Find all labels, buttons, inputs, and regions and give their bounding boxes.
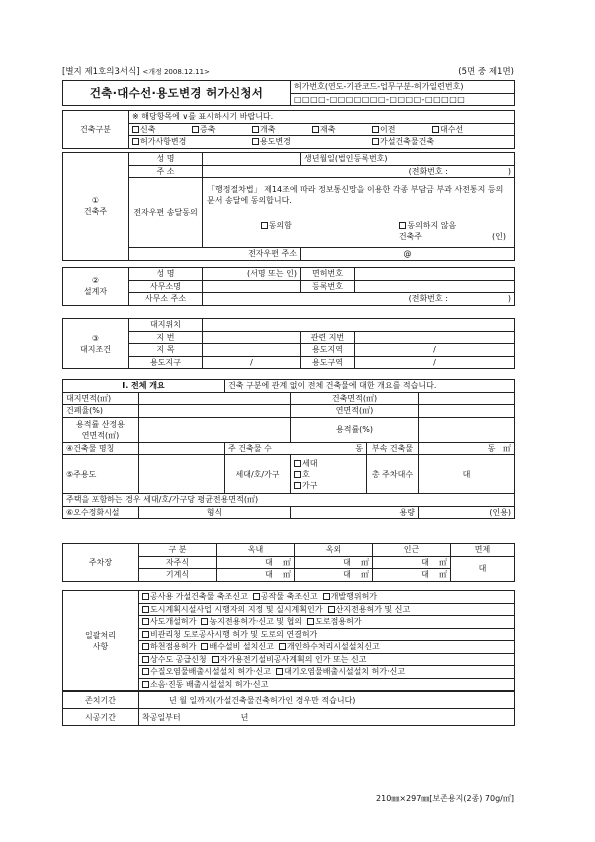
checkbox-icon[interactable] <box>142 681 149 688</box>
bulk-item[interactable]: 수질오염물배출시설설치 허가·신고 <box>142 667 271 676</box>
checkbox-icon[interactable] <box>201 643 208 650</box>
parking-self-nearby[interactable]: 대 ㎡ <box>373 556 451 569</box>
parking-self-label: 자주식 <box>139 556 217 569</box>
related-lot-label: 관련 지번 <box>301 331 355 344</box>
bulk-item[interactable]: 개발행위허가 <box>323 592 377 601</box>
construction-field[interactable]: 착공일부터 년 <box>139 709 515 726</box>
bulk-row-4 <box>139 628 515 641</box>
checkbox-icon[interactable] <box>399 222 406 229</box>
parking-self-outdoor[interactable]: 대 ㎡ <box>295 556 373 569</box>
checkbox-icon[interactable] <box>294 471 301 478</box>
checkbox-icon[interactable] <box>432 126 439 133</box>
parking-col-exempt: 면제 <box>451 544 515 557</box>
bulk-item[interactable]: 상수도 공급신청 <box>142 655 207 664</box>
site-section <box>63 319 129 369</box>
owner-phone[interactable]: (전화번호 : ) <box>203 165 515 178</box>
building-name-field[interactable] <box>139 442 225 455</box>
consent-text: 「행정절차법」 제14조에 따라 정보통신망을 이용한 각종 부담금 부과 사전통지 등의 문서 송달에 동의합니다. <box>207 184 504 205</box>
form-reference: [별지 제1호의3서식] <개정 2008.12.11> <box>62 67 210 77</box>
checkbox-icon[interactable] <box>294 460 301 467</box>
section-number: ③ <box>91 333 100 343</box>
checkbox-icon[interactable] <box>279 643 286 650</box>
far-floor-field[interactable] <box>139 417 291 442</box>
option-relocate[interactable]: 이전 <box>372 124 432 135</box>
bulk-item[interactable]: 비관리청 도로공사시행 허가 및 도로의 연결허가 <box>142 630 317 639</box>
office-address-label: 사무소 주소 <box>129 293 203 306</box>
site-label: 대지조건 <box>80 344 111 354</box>
parking-col-nearby: 인근 <box>373 544 451 557</box>
parking-mech-label: 기계식 <box>139 569 217 582</box>
far-label: 용적률(%) <box>291 417 419 442</box>
building-area-label: 건축면적(㎡) <box>291 392 419 405</box>
bulk-item[interactable]: 산지전용허가 및 신고 <box>328 605 411 614</box>
consent-disagree[interactable]: 동의하지 않음 <box>399 220 456 231</box>
checkbox-icon[interactable] <box>252 138 259 145</box>
site-area-field[interactable] <box>139 392 291 405</box>
checkbox-icon[interactable] <box>142 656 149 663</box>
area-field[interactable]: / <box>355 356 515 369</box>
form-title: 건축·대수선·용도변경 허가신청서 <box>63 81 291 106</box>
bulk-row-2 <box>139 603 515 616</box>
checkbox-icon[interactable] <box>312 126 319 133</box>
owner-address-label: 주 소 <box>129 165 203 178</box>
bulk-row-8 <box>139 678 515 691</box>
sewage-capacity-unit[interactable]: (인용) <box>419 506 515 519</box>
households-label: 세대/호/가구 <box>225 455 291 494</box>
option-major-repair[interactable]: 대수선 <box>432 124 492 135</box>
checkbox-icon[interactable] <box>142 618 149 625</box>
form-table-top <box>62 80 515 106</box>
license-label: 면허번호 <box>301 268 355 281</box>
bulk-item[interactable]: 대기오염물배출시설설치 허가·신고 <box>276 667 405 676</box>
designer-name-label: 성 명 <box>129 268 203 281</box>
paper-spec: 210㎜×297㎜[보존용지(2종) 70g/㎡] <box>376 794 514 803</box>
duration-field[interactable]: 년 월 일까지(가설건축물건축허가인 경우만 적습니다) <box>139 692 515 709</box>
building-name-label: ④건축물 명칭 <box>63 442 139 455</box>
bulk-row-3 <box>139 616 515 629</box>
registration-label: 등록번호 <box>301 280 355 293</box>
option-rebuild[interactable]: 개축 <box>252 124 312 135</box>
site-table <box>62 318 515 369</box>
owner-signer: 건축주 <box>398 231 423 241</box>
email-consent-label: 전자우편 송달동의 <box>129 178 203 248</box>
bulk-item[interactable]: 도시계획시설사업 시행자의 지정 및 실시계획인가 <box>142 605 322 614</box>
annex-label: 부속 건축물 <box>367 442 419 455</box>
checkbox-icon[interactable] <box>132 138 139 145</box>
checkbox-icon[interactable] <box>142 593 149 600</box>
main-use-label: ⑤주용도 <box>63 455 139 494</box>
sewage-label: ⑥오수정화시설 <box>63 506 139 519</box>
district-field[interactable]: / <box>203 356 301 369</box>
bulk-label: 일괄처리 사항 <box>63 591 139 691</box>
total-floor-field[interactable] <box>419 405 515 418</box>
period-table <box>62 691 515 726</box>
far-field[interactable] <box>419 417 515 442</box>
zone-field[interactable]: / <box>355 344 515 357</box>
site-location-field[interactable] <box>203 319 515 332</box>
bulk-row-6 <box>139 653 515 666</box>
office-name-field[interactable] <box>203 280 301 293</box>
designer-phone[interactable]: (전화번호 : ) <box>203 293 515 306</box>
main-building-count[interactable]: 주 건축물 수 동 <box>225 442 367 455</box>
overview-table <box>62 379 515 519</box>
bulk-item[interactable]: 자가용전기설비공사계획의 인가 또는 신고 <box>212 655 367 664</box>
building-type-table <box>62 110 515 149</box>
building-type-options-2 <box>129 136 515 149</box>
parking-col-indoor: 옥내 <box>217 544 295 557</box>
parking-mech-indoor[interactable]: 대 ㎡ <box>217 569 295 582</box>
checkbox-icon[interactable] <box>142 668 149 675</box>
permit-number-label: 허가번호(연도-기관코드-업무구분-허가일련번호) <box>291 81 515 94</box>
parking-table <box>62 543 515 582</box>
duration-label: 존치기간 <box>63 692 139 709</box>
checkbox-icon[interactable] <box>323 593 330 600</box>
bulk-item[interactable]: 하천점용허가 <box>142 642 196 651</box>
land-category-field[interactable] <box>203 344 301 357</box>
bulk-row-7 <box>139 666 515 679</box>
checkbox-icon[interactable] <box>132 126 139 133</box>
checkbox-icon[interactable] <box>261 222 268 229</box>
page-info: (5면 중 제1면) <box>458 67 514 77</box>
permit-number-boxes[interactable]: □□□□-□□□□□□□-□□□□-□□□□□ <box>291 93 515 106</box>
overview-title: Ⅰ. 전체 개요 <box>63 380 225 393</box>
lot-label: 지 번 <box>129 331 203 344</box>
bulk-table <box>62 590 515 691</box>
section-number: ② <box>91 276 100 286</box>
checkbox-icon[interactable] <box>372 126 379 133</box>
checkbox-icon[interactable] <box>328 606 335 613</box>
owner-name-label: 성 명 <box>129 153 203 166</box>
sewage-type-label: 형식 <box>139 506 291 519</box>
parking-mech-outdoor[interactable]: 대 ㎡ <box>295 569 373 582</box>
checkbox-icon[interactable] <box>276 668 283 675</box>
option-use-change[interactable]: 용도변경 <box>252 136 372 147</box>
parking-total-field[interactable]: 대 <box>419 455 515 494</box>
avg-area-label: 주택을 포함하는 경우 세대/호/가구당 평균전용면적(㎡) <box>63 494 515 507</box>
far-floor-label: 용적률 산정용 연면적(㎡) <box>63 417 139 442</box>
coverage-label: 건폐율(%) <box>63 405 139 418</box>
checkbox-icon[interactable] <box>201 618 208 625</box>
owner-name-field[interactable] <box>203 153 301 166</box>
option-temporary[interactable]: 가설건축물건축 <box>372 136 492 147</box>
option-reconstruct[interactable]: 재축 <box>312 124 372 135</box>
email-consent-box <box>203 178 515 248</box>
checkbox-icon[interactable] <box>142 643 149 650</box>
district-label: 용도지구 <box>129 356 203 369</box>
parking-label: 주차장 <box>63 544 139 582</box>
designer-section <box>63 268 129 306</box>
checkbox-icon[interactable] <box>294 482 301 489</box>
consent-agree[interactable]: 동의함 <box>261 220 292 231</box>
coverage-field[interactable] <box>139 405 291 418</box>
building-area-field[interactable] <box>419 392 515 405</box>
bulk-item[interactable]: 농지전용허가·신고 및 협의 <box>201 617 302 626</box>
registration-field[interactable] <box>355 280 515 293</box>
check-note: ※ 해당항목에 ∨를 표시하시기 바랍니다. <box>129 111 515 124</box>
seal: (인) <box>492 231 506 241</box>
related-lot-field[interactable] <box>355 331 515 344</box>
owner-birth-label: 생년월일(법인등록번호) <box>301 153 515 166</box>
option-extension[interactable]: 증축 <box>192 124 252 135</box>
construction-label: 시공기간 <box>63 709 139 726</box>
site-area-label: 대지면적(㎡) <box>63 392 139 405</box>
hh-option-families[interactable]: 가구 <box>294 480 363 491</box>
bulk-item[interactable]: 배수설비 설치신고 <box>201 642 273 651</box>
area-label: 용도구역 <box>301 356 355 369</box>
parking-total-label: 총 주차대수 <box>367 455 419 494</box>
designer-label: 설계자 <box>83 287 108 297</box>
owner-label: 건축주 <box>83 207 108 217</box>
owner-section <box>63 153 129 261</box>
building-type-options-1 <box>129 123 515 136</box>
total-floor-label: 연면적(㎡) <box>291 405 419 418</box>
email-address-label: 전자우편 주소 <box>129 248 301 261</box>
bulk-row-1 <box>139 591 515 604</box>
sewage-capacity-label: 용량 <box>291 506 419 519</box>
hh-option-households[interactable]: 세대 <box>294 458 363 469</box>
checkbox-icon[interactable] <box>307 618 314 625</box>
overview-desc: 건축 구분에 관계 없이 전체 건축물에 대한 개요를 적습니다. <box>225 380 515 393</box>
bulk-item[interactable]: 공작물 축조신고 <box>253 592 318 601</box>
checkbox-icon[interactable] <box>372 138 379 145</box>
parking-mech-nearby[interactable]: 대 ㎡ <box>373 569 451 582</box>
bulk-row-5 <box>139 641 515 654</box>
license-field[interactable] <box>355 268 515 281</box>
checkbox-icon[interactable] <box>212 656 219 663</box>
checkbox-icon[interactable] <box>252 126 259 133</box>
bulk-item[interactable]: 개인하수처리시설설치신고 <box>279 642 380 651</box>
parking-col-outdoor: 옥외 <box>295 544 373 557</box>
option-permit-change[interactable]: 허가사항변경 <box>132 136 252 147</box>
households-options <box>291 455 367 494</box>
zone-label: 용도지역 <box>301 344 355 357</box>
checkbox-icon[interactable] <box>142 606 149 613</box>
email-address-field[interactable]: @ <box>301 248 515 261</box>
hh-option-units[interactable]: 호 <box>294 469 363 480</box>
building-type-label: 건축구분 <box>63 111 129 149</box>
main-use-field[interactable] <box>139 455 225 494</box>
checkbox-icon[interactable] <box>142 631 149 638</box>
office-name-label: 사무소명 <box>129 280 203 293</box>
checkbox-icon[interactable] <box>192 126 199 133</box>
land-category-label: 지 목 <box>129 344 203 357</box>
bulk-item[interactable]: 사도개설허가 <box>142 617 196 626</box>
bulk-item[interactable]: 도로점용허가 <box>307 617 361 626</box>
site-location-label: 대지위치 <box>129 319 203 332</box>
bulk-item[interactable]: 소음·진동 배출시설설치 허가·신고 <box>142 680 268 689</box>
form-header <box>62 65 514 79</box>
owner-table <box>62 152 515 261</box>
checkbox-icon[interactable] <box>253 593 260 600</box>
designer-sign: (서명 또는 인) <box>203 268 301 281</box>
bulk-item[interactable]: 공사용 가설건축물 축조신고 <box>142 592 248 601</box>
designer-table <box>62 267 515 306</box>
parking-exempt-field[interactable]: 대 <box>451 556 515 581</box>
annex-field[interactable]: 동 ㎡ <box>419 442 515 455</box>
option-new[interactable]: 신축 <box>132 124 192 135</box>
lot-field[interactable] <box>203 331 301 344</box>
section-number: ① <box>91 196 100 206</box>
parking-col-div: 구 분 <box>139 544 217 557</box>
parking-self-indoor[interactable]: 대 ㎡ <box>217 556 295 569</box>
